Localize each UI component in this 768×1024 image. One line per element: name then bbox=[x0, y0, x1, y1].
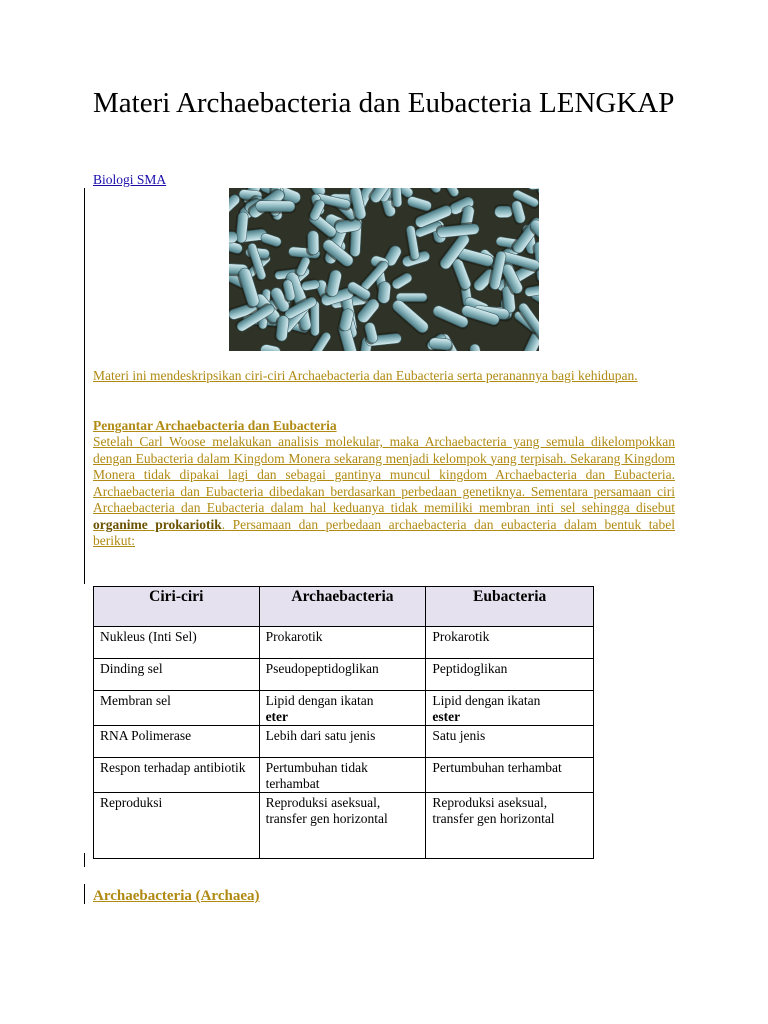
eu-cell bbox=[426, 758, 594, 793]
eu-cell bbox=[426, 793, 594, 859]
table-row bbox=[94, 627, 594, 659]
archae-cell bbox=[259, 659, 426, 691]
archae-cell bbox=[259, 691, 426, 726]
body-text-1: Setelah Carl Woose melakukan analisis molekular, maka Archaebacteria yang semula dikelompokkan dengan Eubacteria dalam Kingdom Monera sekarang menjadi kelompok yang terpisah. Sekarang Kingdom Monera tidak dipakai lagi dan sebagai gantinya muncul kingdom Archaebacteria dan Eubacteria. Archaebacteria dan Eubacteria dibedakan berdasarkan perbedaan genetiknya. Sementara persamaan ciri Archaebacteria dan Eubacteria dalam hal keduanya tidak memiliki membran inti sel sehingga disebut bbox=[93, 434, 675, 515]
margin-bar bbox=[84, 884, 85, 904]
archae-cell bbox=[259, 726, 426, 758]
archae-bond-type: eter bbox=[265, 709, 289, 724]
eu-value: Reproduksi aseksual, transfer gen horizontal bbox=[432, 795, 555, 826]
archae-value: Pseudopeptidoglikan bbox=[265, 661, 379, 676]
eu-value: Satu jenis bbox=[432, 728, 486, 743]
eu-value: Prokarotik bbox=[432, 629, 490, 644]
eu-bond-type: ester bbox=[432, 709, 461, 724]
header-archaebacteria: Archaebacteria bbox=[259, 587, 426, 627]
body-bold-term: organime prokariotik bbox=[93, 516, 222, 532]
eu-value: Pertumbuhan terhambat bbox=[432, 760, 562, 775]
trait-cell: Respon terhadap antibiotik bbox=[94, 758, 260, 793]
table-row bbox=[94, 659, 594, 691]
archae-value: Prokarotik bbox=[265, 629, 323, 644]
margin-bar bbox=[84, 188, 85, 584]
category-link[interactable]: Biologi SMA bbox=[93, 172, 167, 187]
bacteria-micrograph-image bbox=[229, 188, 539, 351]
archae-value: Pertumbuhan tidak terhambat bbox=[265, 760, 368, 791]
archae-cell bbox=[259, 758, 426, 793]
trait-cell: Nukleus (Inti Sel) bbox=[94, 627, 260, 659]
intro-paragraph[interactable]: Materi ini mendeskripsikan ciri-ciri Archaebacteria dan Eubacteria serta peranannya bagi kehidupan. bbox=[93, 368, 638, 383]
eu-cell bbox=[426, 726, 594, 758]
header-traits: Ciri-ciri bbox=[94, 587, 260, 627]
section-heading[interactable]: Pengantar Archaebacteria dan Eubacteria bbox=[93, 418, 337, 433]
comparison-table bbox=[93, 586, 594, 859]
subheading-archaebacteria[interactable]: Archaebacteria (Archaea) bbox=[93, 888, 260, 904]
eu-value: Peptidoglikan bbox=[432, 661, 508, 676]
table-row bbox=[94, 726, 594, 758]
archae-value: Lipid dengan ikatan bbox=[265, 693, 374, 708]
archae-value: Reproduksi aseksual, transfer gen horizontal bbox=[265, 795, 388, 826]
body-paragraph[interactable] bbox=[93, 434, 675, 550]
trait-cell: RNA Polimerase bbox=[94, 726, 260, 758]
bacteria-micrograph bbox=[229, 188, 539, 351]
archae-value: Lebih dari satu jenis bbox=[265, 728, 376, 743]
archae-cell bbox=[259, 627, 426, 659]
trait-cell: Reproduksi bbox=[94, 793, 260, 859]
eu-value: Lipid dengan ikatan bbox=[432, 693, 541, 708]
trait-cell: Dinding sel bbox=[94, 659, 260, 691]
table-row bbox=[94, 691, 594, 726]
eu-cell bbox=[426, 691, 594, 726]
eu-cell bbox=[426, 627, 594, 659]
eu-cell bbox=[426, 659, 594, 691]
page-title: Materi Archaebacteria dan Eubacteria LENGKAP bbox=[93, 87, 675, 119]
table-row bbox=[94, 758, 594, 793]
body-text-2: . Persamaan dan perbedaan archaebacteria dan eubacteria dalam bentuk tabel berikut: bbox=[93, 516, 675, 548]
table-row bbox=[94, 793, 594, 859]
trait-cell: Membran sel bbox=[94, 691, 260, 726]
header-eubacteria: Eubacteria bbox=[426, 587, 594, 627]
archae-cell bbox=[259, 793, 426, 859]
table-header-row bbox=[94, 587, 594, 627]
margin-bar bbox=[84, 853, 85, 867]
